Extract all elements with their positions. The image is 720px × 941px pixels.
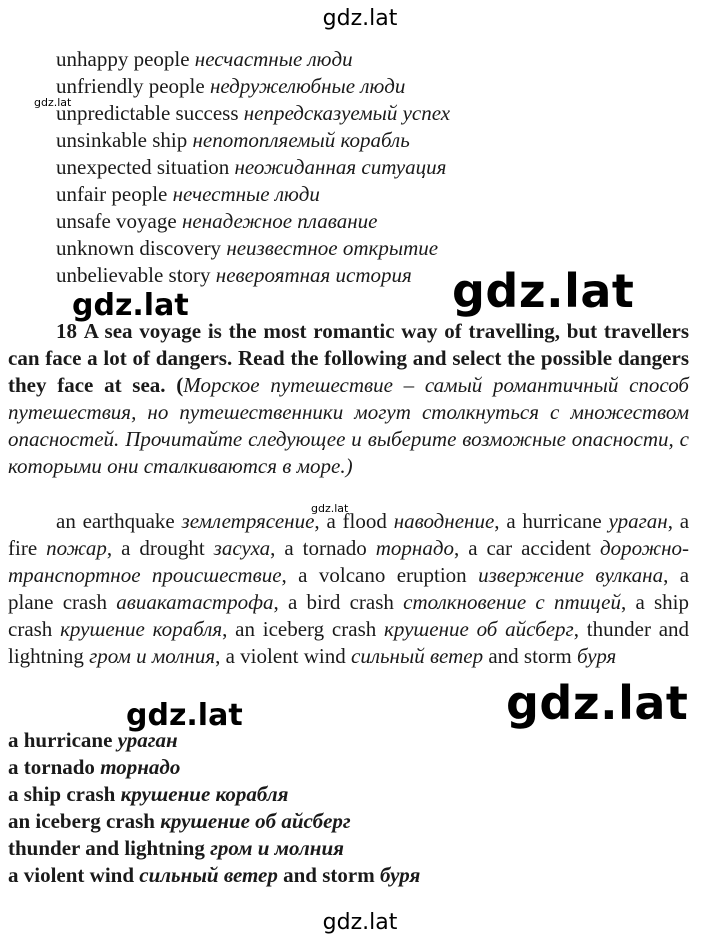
answer-item: an iceberg crash крушение об айсберг bbox=[8, 809, 351, 833]
watermark-bottom: gdz.lat bbox=[322, 910, 398, 935]
answer-list bbox=[8, 727, 420, 889]
watermark-small: gdz.lat bbox=[34, 96, 72, 109]
danger-ru: гром и молния bbox=[89, 644, 216, 668]
danger-en: and storm bbox=[488, 644, 572, 668]
dangers-paragraph: an earthquake землетрясение, a flood наводнение, a hurricane ураган, a fire пожар, a drought засуха, a tornado торнадо, a car accident дорожно-транспортное происшествие, a volcano eruption извержение вулкана, a plane crash авиакатастрофа, a bird crash столкновение с птицей, a ship crash крушение корабля, an iceberg crash крушение об айсберг, thunder and lightning гром и молния, a violent wind сильный ветер and storm буря bbox=[8, 509, 690, 668]
danger-en: a violent wind bbox=[225, 644, 346, 668]
danger-ru: пожар bbox=[46, 536, 107, 560]
danger-ru: наводнение bbox=[393, 509, 495, 533]
danger-ru: авиакатастрофа bbox=[116, 590, 274, 614]
danger-en: a car accident bbox=[468, 536, 592, 560]
danger-en: a fire bbox=[8, 509, 690, 560]
danger-ru: столкновение с птицей bbox=[403, 590, 621, 614]
task-instruction bbox=[8, 318, 689, 480]
danger-en: a tornado bbox=[284, 536, 367, 560]
answer-item: thunder and lightning гром и молния bbox=[8, 836, 344, 860]
watermark-right: gdz.lat bbox=[506, 676, 689, 730]
watermark-small: gdz.lat bbox=[311, 502, 349, 515]
list-item: unfriendly people недружелюбные люди bbox=[56, 74, 406, 98]
danger-ru: крушение корабля bbox=[60, 617, 223, 641]
watermark-right: gdz.lat bbox=[452, 264, 635, 318]
danger-ru: землетрясение bbox=[181, 509, 315, 533]
list-item: unexpected situation неожиданная ситуация bbox=[56, 155, 447, 179]
danger-ru: сильный ветер bbox=[351, 644, 484, 668]
watermark-top: gdz.lat bbox=[322, 6, 398, 31]
list-item: unbelievable story невероятная история bbox=[56, 263, 412, 287]
list-item: unsafe voyage ненадежное плавание bbox=[56, 209, 378, 233]
danger-ru: извержение вулкана bbox=[478, 563, 664, 587]
answer-item: a ship crash крушение корабля bbox=[8, 782, 289, 806]
danger-ru: торнадо bbox=[375, 536, 454, 560]
danger-en: an iceberg crash bbox=[235, 617, 377, 641]
task-text-ru: Морское путешествие – самый романтичный способ путешествия, но путешественники могут столкнуться с множеством опасностей. Прочитайте следующее и выберите возможные опасности, с которыми они сталкиваются в море.) bbox=[8, 373, 689, 478]
danger-ru: засуха bbox=[213, 536, 271, 560]
list-item: unknown discovery неизвестное открытие bbox=[56, 236, 439, 260]
list-item: unhappy people несчастные люди bbox=[56, 47, 353, 71]
danger-ru: буря bbox=[577, 644, 617, 668]
danger-en: a hurricane bbox=[506, 509, 602, 533]
list-item: unsinkable ship непотопляемый корабль bbox=[56, 128, 410, 152]
answer-item: a violent wind сильный ветер and storm буря bbox=[8, 863, 421, 887]
task-text-en: A sea voyage is the most romantic way of travelling, but travellers can face a lot of dangers. Read the following and select the possible dangers they face at sea. ( bbox=[8, 319, 690, 397]
danger-en: a volcano eruption bbox=[298, 563, 467, 587]
danger-en: a flood bbox=[326, 509, 387, 533]
danger-en: a plane crash bbox=[8, 563, 690, 614]
phrase-list bbox=[56, 46, 450, 289]
danger-en: a ship crash bbox=[8, 590, 689, 641]
watermark-left: gdz.lat bbox=[72, 288, 189, 323]
danger-ru: крушение об айсберг bbox=[384, 617, 574, 641]
task-number: 18 bbox=[56, 319, 77, 343]
answer-item: a tornado торнадо bbox=[8, 755, 181, 779]
watermark-left: gdz.lat bbox=[126, 698, 243, 733]
danger-en: a drought bbox=[121, 536, 205, 560]
danger-en: a bird crash bbox=[287, 590, 394, 614]
list-item: unpredictable success непредсказуемый успех bbox=[56, 101, 451, 125]
danger-ru: дорожно-транспортное происшествие bbox=[8, 536, 690, 587]
danger-en: thunder and lightning bbox=[8, 617, 690, 668]
answer-item: a hurricane ураган bbox=[8, 728, 178, 752]
danger-en: an earthquake bbox=[56, 509, 175, 533]
list-item: unfair people нечестные люди bbox=[56, 182, 320, 206]
danger-ru: ураган bbox=[608, 509, 668, 533]
